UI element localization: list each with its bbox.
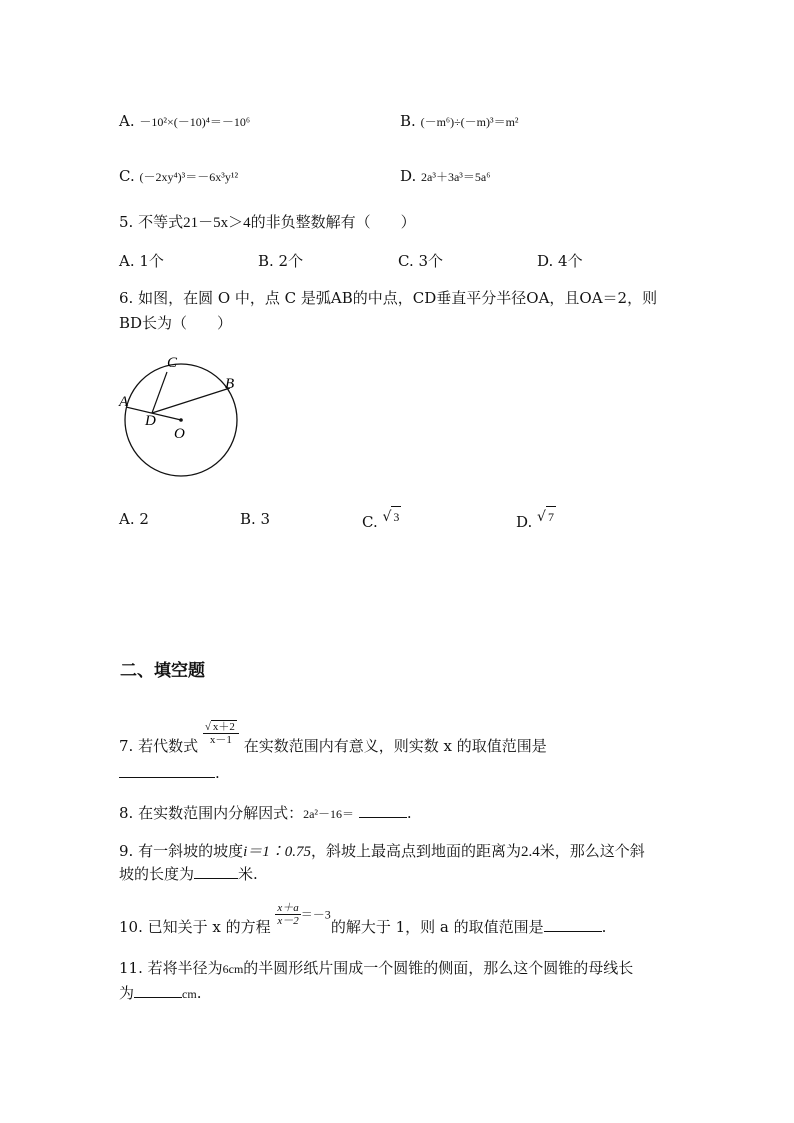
q7-radicand: x＋2 [212, 721, 235, 733]
q7-answer-line [119, 763, 220, 783]
q7-fraction [203, 720, 239, 746]
q9-stem-line2 [119, 864, 258, 884]
q5-option-b: B. 2个 [258, 252, 304, 270]
label-o: O [174, 426, 185, 442]
q5-option-c: C. 3个 [398, 252, 444, 270]
q6-option-c [362, 509, 401, 533]
q7-answer-blank[interactable] [119, 763, 215, 778]
q7-end: . [215, 764, 220, 782]
q11-end: . [196, 984, 202, 1002]
q6-option-b: B. 3 [240, 510, 271, 528]
label-a: A [119, 394, 129, 410]
q10-fraction [275, 902, 300, 927]
q8-expr: 2a²－16＝ [303, 807, 355, 821]
q11-unit: cm [182, 987, 197, 1001]
segment-db [152, 388, 230, 413]
q10-stem [119, 902, 607, 936]
q5-post: 的非负整数解有（ ） [250, 213, 416, 231]
q4-option-c [119, 166, 238, 187]
q11-stem-line2 [119, 983, 201, 1004]
q7-stem [119, 710, 547, 755]
segment-cd [152, 372, 167, 413]
q10-denominator: x－2 [277, 915, 299, 927]
q9-expr: i＝1∶0.75 [243, 844, 312, 860]
q10-rhs: ＝－3 [300, 907, 331, 922]
q4-option-d [400, 166, 490, 187]
q7-pre: 7. 若代数式 [119, 737, 199, 755]
q5-option-d: D. 4个 [537, 252, 583, 270]
q10-pre: 10. 已知关于 x 的方程 [119, 917, 271, 936]
label-c: C [167, 355, 178, 371]
q6-option-c-label: C. [362, 513, 378, 531]
q4-option-b-label: B. [400, 112, 416, 130]
sqrt-icon: √ [537, 509, 546, 525]
label-b: B [225, 376, 235, 392]
q9-mid: ，斜坡上最高点到地面的距离为 [311, 842, 522, 860]
q11-pre: 11. 若将半径为 [119, 959, 223, 977]
q9-pre: 9. 有一斜坡的坡度 [119, 842, 244, 860]
q4-option-a-expr: －10²×(－10)⁴＝－10⁶ [139, 115, 251, 129]
q8-stem [119, 803, 412, 824]
q7-post: 在实数范围内有意义，则实数 x 的取值范围是 [243, 737, 547, 755]
section-heading-fill-in: 二、填空题 [120, 661, 205, 681]
q6-option-d [516, 509, 556, 533]
q11-stem-line1 [119, 958, 633, 979]
q5-pre: 不等式 [138, 213, 184, 231]
q7-numerator [203, 720, 239, 734]
q7-denominator: x－1 [209, 734, 232, 746]
q6-option-a: A. 2 [119, 510, 149, 528]
q4-option-a-label: A. [119, 112, 135, 130]
q5-expr: 21－5x＞4 [183, 215, 251, 231]
q11-post: 的半圆形纸片围成一个圆锥的侧面，那么这个圆锥的母线长 [243, 959, 634, 977]
q9-line2-post: 米. [238, 865, 258, 883]
q6-option-c-value: 3 [391, 506, 401, 527]
q4-option-d-label: D. [400, 167, 417, 185]
sqrt-icon: √ [382, 509, 392, 525]
q8-end: . [406, 804, 412, 822]
q10-answer-blank[interactable] [544, 917, 602, 932]
q4-option-a [119, 111, 250, 132]
q10-end: . [601, 917, 607, 936]
q11-line2-pre: 为 [119, 984, 135, 1002]
q4-option-b-expr: (－m⁶)÷(－m)³＝m² [420, 115, 519, 129]
q11-answer-blank[interactable] [134, 983, 182, 998]
q8-pre: 8. 在实数范围内分解因式： [119, 804, 304, 822]
q10-numerator: x＋a [277, 902, 299, 914]
q10-post: 的解大于 1，则 a 的取值范围是 [330, 917, 544, 936]
q4-option-c-label: C. [119, 167, 135, 185]
q6-option-d-value: 7 [546, 506, 556, 527]
q6-stem-line1: 6. 如图，在圆 O 中，点 C 是弧AB的中点，CD垂直平分半径OA，且OA＝2，则 [119, 289, 658, 307]
q11-val: 6cm [222, 962, 244, 976]
q6-stem-line2: BD长为（ ） [119, 314, 233, 332]
q5-stem [119, 212, 416, 233]
q5-option-a: A. 1个 [119, 252, 164, 270]
q9-post: 米，那么这个斜 [539, 842, 645, 860]
q4-option-c-expr: (－2xy⁴)³＝－6x³y¹² [139, 170, 239, 184]
q9-line2-pre: 坡的长度为 [119, 865, 195, 883]
sqrt-icon: √ [204, 721, 211, 733]
label-d: D [145, 413, 156, 429]
q9-val: 2.4 [521, 844, 540, 860]
center-point-o [179, 418, 183, 422]
q4-option-d-expr: 2a³＋3a³＝5a⁶ [421, 170, 491, 184]
q6-circle-figure [110, 350, 250, 480]
q5-number: 5. [119, 213, 134, 231]
q4-option-b [400, 111, 519, 132]
q6-option-d-label: D. [516, 513, 533, 531]
q9-stem-line1 [119, 841, 645, 862]
q8-answer-blank[interactable] [359, 803, 407, 818]
q9-answer-blank[interactable] [194, 864, 238, 879]
